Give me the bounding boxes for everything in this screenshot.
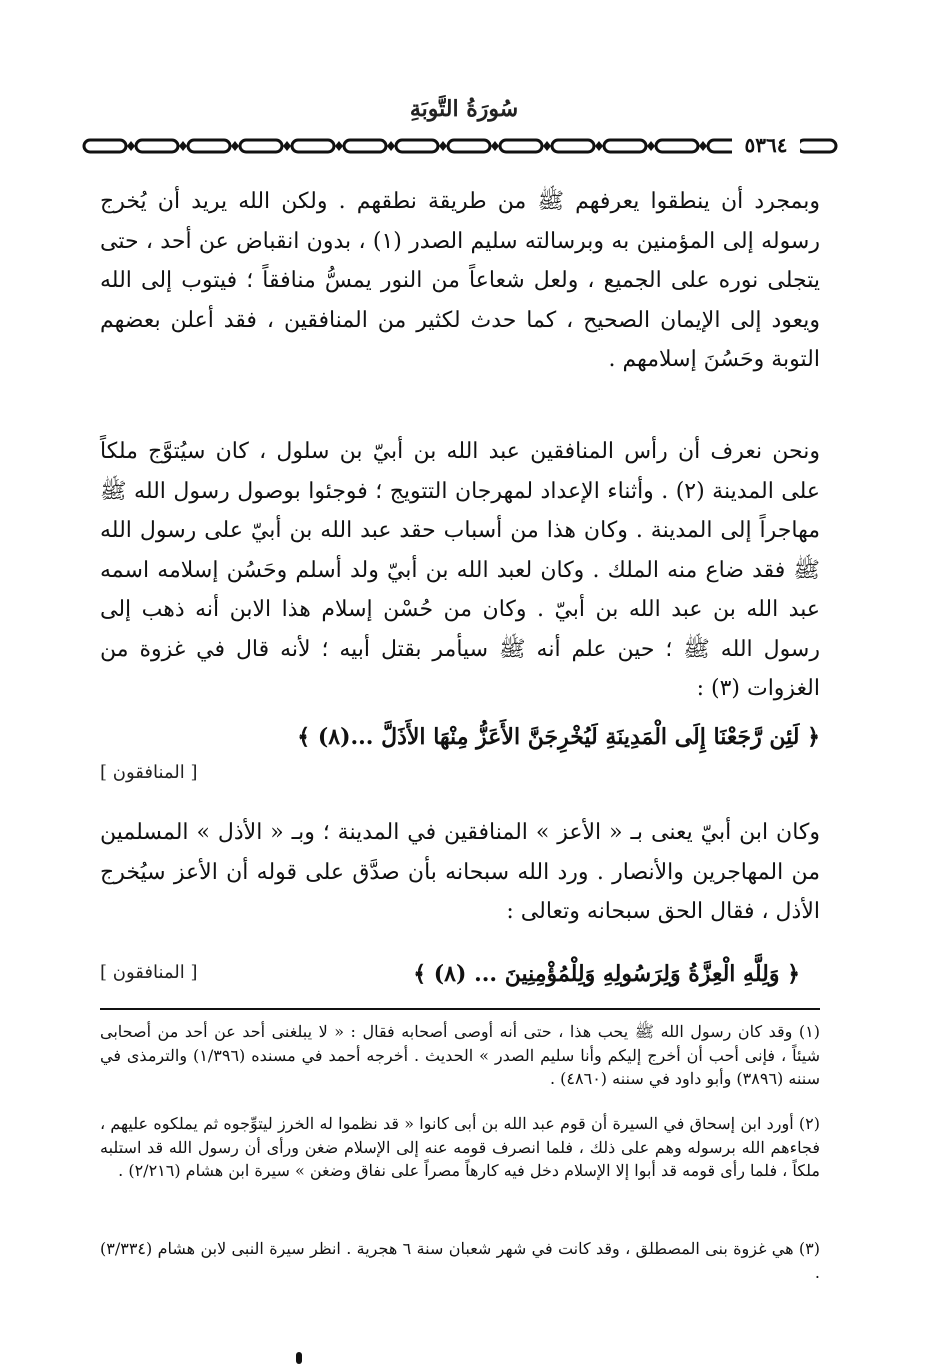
verse-2-citation: [ المنافقون ] [100,962,198,983]
footnote-1: (١) وقد كان رسول الله ﷺ يحب هذا ، حتى أنه أوصى أصحابه فقال : « لا يبلغنى أحد عن أحد من أصحابى شيئاً ، فإنى أحب أن أخرج إليكم وأنا سليم الصدر » الحديث . أخرجه أحمد في مسنده (١/٣٩٦) والترمذى في سننه (٣٨٩٦) وأبو داود في سننه (٤٨٦٠) . [100,1022,821,1088]
page-number: ٥٣٦٤ [732,133,800,157]
paragraph-3: وكان ابن أبيّ يعنى بـ « الأعز » المنافقين في المدينة ؛ وبـ « الأذل » المسلمين من المهاجرين والأنصار . ورد الله سبحانه بأن صدَّق على قوله أن الأعز سيُخرج الأذل ، فقال الحق سبحانه وتعالى : [100,820,820,924]
footnote-divider [100,1008,820,1010]
surah-title: سُورَةُ التَّوبَةِ [409,96,519,122]
quran-verse-2: ﴿ وَلِلَّهِ الْعِزَّةُ وَلِرَسُولِهِ وَلِلْمُؤْمِنِينَ ... (٨) ﴾ [413,961,800,987]
verse-1-citation: [ المنافقون ] [100,762,198,783]
paragraph-1: وبمجرد أن ينطقوا يعرفهم ﷺ من طريقة نطقهم . ولكن الله يريد أن يُخرج رسوله إلى المؤمنين به وبرسالته سليم الصدر (١) ، بدون انقباض عن أحد ، حتى يتجلى نوره على الجميع ، ولعل شعاعاً من النور يمسُّ منافقاً ؛ فيتوب إلى الله ويعود إلى الإيمان الصحيح ، كما حدث لكثير من المنافقين ، فقد أعلن بعضهم التوبة وحَسُنَ إسلامهم . [100,189,820,372]
footnote-2: (٢) أورد ابن إسحاق في السيرة أن قوم عبد الله بن أبى كانوا « قد نظموا له الخرز ليتوِّجوه ثم يملكوه عليهم ، فجاءهم الله برسوله وهم على ذلك ، فلما انصرف قومه عنه إلى الإسلام ضغن ورأى أن رسول الله قد استلبه ملكاً ، فلما رأى قومه قد أبوا إلا الإسلام دخل فيه كارهاً مصراً على نفاق وضغن » سيرة ابن هشام (٢/٢١٦) . [100,1114,820,1180]
paragraph-2: ونحن نعرف أن رأس المنافقين عبد الله بن أبيّ بن سلول ، كان سيُتوَّج ملكاً على المدينة (٢) . وأثناء الإعداد لمهرجان التتويج ؛ فوجئوا بوصول رسول الله ﷺ مهاجراً إلى المدينة . وكان هذا من أسباب حقد عبد الله بن أبيّ على رسول الله ﷺ فقد ضاع منه الملك . وكان لعبد الله بن أبيّ ولد أسلم وحَسُن إسلامه اسمه عبد الله بن عبد الله بن أبيّ . وكان من حُسْن إسلام هذا الابن أنه ذهب إلى رسول الله ﷺ ؛ حين علم أنه ﷺ سيأمر بقتل أبيه ؛ لأنه قال في غزوة من الغزوات (٣) : [100,439,821,701]
footnote-3: (٣) هي غزوة بنى المصطلق ، وقد كانت في شهر شعبان سنة ٦ هجرية . انظر سيرة النبى لابن هشام (٣/٣٣٤) . [100,1239,821,1282]
page-bottom-mark [296,1352,302,1364]
header-ornament [80,136,840,156]
quran-verse-1: ﴿ لَئِن رَّجَعْنَا إِلَى الْمَدِينَةِ لَيُخْرِجَنَّ الأَعَزُّ مِنْهَا الأَذَلَّ ...(٨) ﴾ [297,724,820,750]
